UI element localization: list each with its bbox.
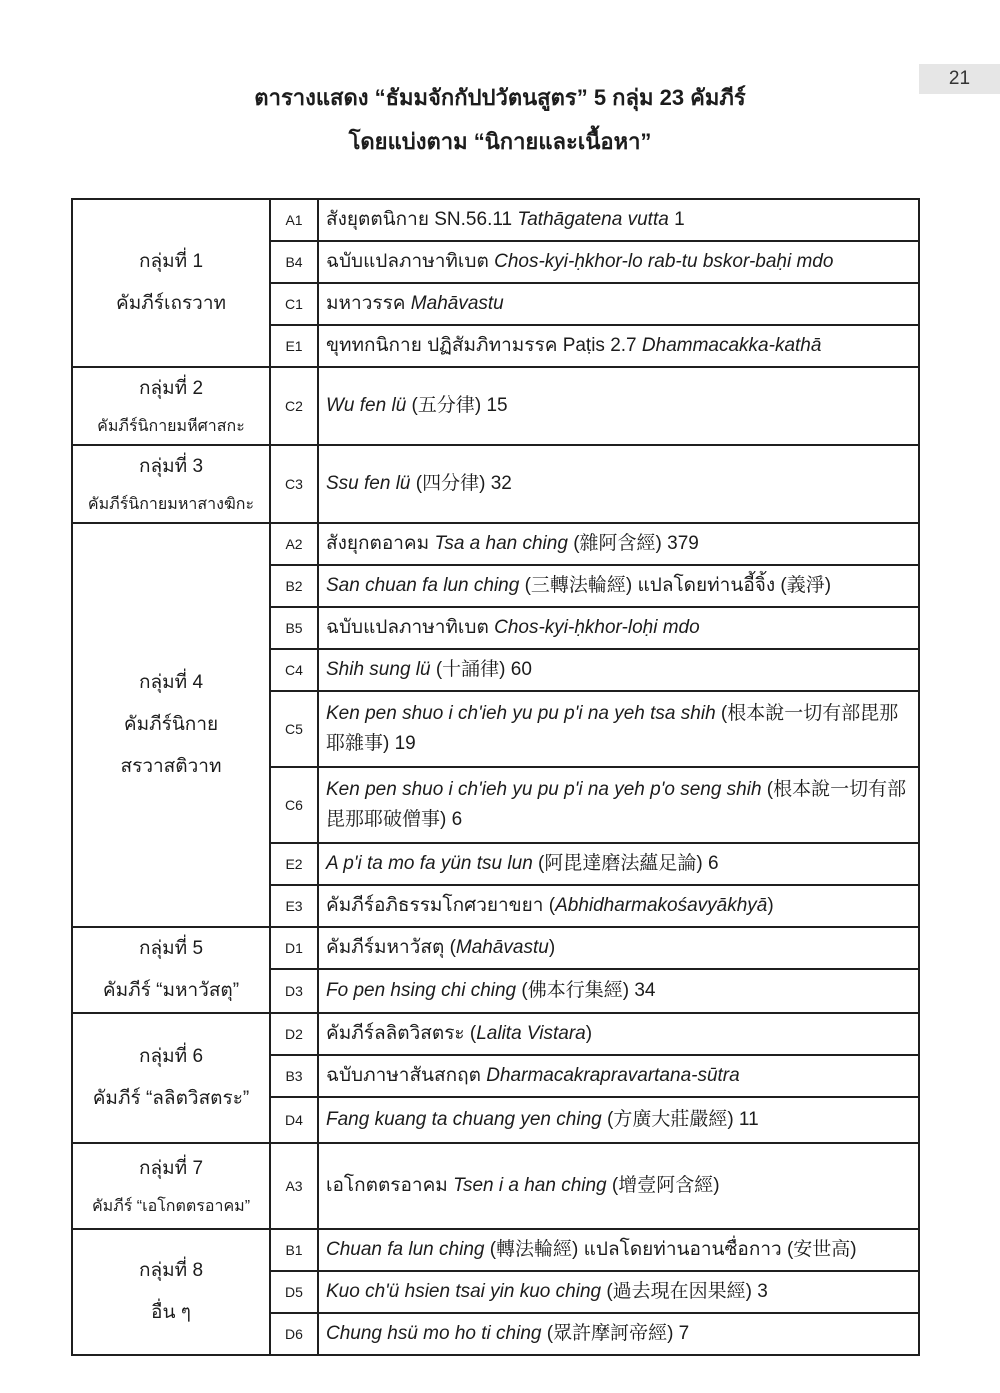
entry-suffix: (根本說一切有部毘那耶雜事) 19 [326, 703, 899, 754]
entry-code: D4 [270, 1097, 318, 1143]
entry-latin-title: Chuan fa lun ching [326, 1239, 485, 1260]
entry-text [318, 1097, 919, 1143]
entry-code: C5 [270, 691, 318, 767]
entry-text [318, 927, 919, 969]
entry-thai-text: ขุททกนิกาย ปฏิสัมภิทามรรค Paṭis 2.7 [326, 335, 642, 356]
entry-latin-title: Tsen i a han ching [453, 1175, 607, 1196]
group-cell [72, 1013, 270, 1143]
entry-code: C6 [270, 767, 318, 843]
entry-code: B2 [270, 565, 318, 607]
entry-thai-text: ฉบับแปลภาษาทิเบต [326, 251, 495, 272]
entry-thai-text: สังยุตตนิกาย SN.56.11 [326, 209, 518, 230]
entry-latin-title: Mahāvastu [410, 293, 504, 314]
entry-suffix: (四分律) 32 [410, 473, 512, 494]
group-cell [72, 445, 270, 523]
entry-text [318, 199, 919, 241]
entry-suffix: (增壹阿含經) [606, 1175, 720, 1196]
scripture-table [71, 198, 920, 1356]
entry-text [318, 565, 919, 607]
entry-code: E1 [270, 325, 318, 367]
entry-latin-title: Lalita Vistara [476, 1023, 586, 1044]
entry-code: D6 [270, 1313, 318, 1355]
entry-thai-text: เอโกตตรอาคม [326, 1175, 454, 1196]
entry-code: E3 [270, 885, 318, 927]
entry-suffix: (根本說一切有部毘那耶破僧事) 6 [326, 779, 907, 830]
entry-latin-title: Ssu fen lü [326, 473, 411, 494]
group-label: กลุ่มที่ 6 [138, 1046, 204, 1067]
page-number: 21 [919, 64, 1000, 94]
group-label: กลุ่มที่ 1 [138, 251, 204, 272]
entry-latin-title: Chung hsü mo ho ti ching [326, 1323, 542, 1344]
entry-latin-title: San chuan fa lun ching [326, 575, 520, 596]
entry-latin-title: Chos-kyi-ḥkhor-loḥi mdo [494, 617, 700, 638]
entry-latin-title: Ken pen shuo i ch'ieh yu pu p'i na yeh tsa shih [326, 703, 716, 724]
entry-suffix: (雜阿含經) 379 [567, 533, 699, 554]
table-row [72, 445, 919, 523]
entry-suffix: 1 [668, 209, 685, 230]
entry-code: A2 [270, 523, 318, 565]
entry-code: B4 [270, 241, 318, 283]
entry-suffix: (轉法輪經) แปลโดยท่านอานซื่อกาว (安世高) [484, 1239, 857, 1260]
entry-latin-title: Dharmacakrapravartana-sūtra [486, 1065, 740, 1086]
entry-thai-text: คัมภีร์ลลิตวิสตระ ( [326, 1023, 477, 1044]
entry-code: C1 [270, 283, 318, 325]
group-cell [72, 523, 270, 927]
entry-suffix: ) [585, 1023, 593, 1044]
table-row [72, 1013, 919, 1055]
entry-thai-text: มหาวรรค [326, 293, 411, 314]
table-row [72, 1143, 919, 1229]
entry-text [318, 885, 919, 927]
table-row [72, 927, 919, 969]
group-label: กลุ่มที่ 4 [138, 672, 204, 693]
entry-text [318, 1313, 919, 1355]
entry-suffix: (方廣大莊嚴經) 11 [601, 1109, 759, 1130]
entry-text [318, 325, 919, 367]
entry-text [318, 843, 919, 885]
table-row [72, 523, 919, 565]
entry-latin-title: Shih sung lü [326, 659, 431, 680]
entry-latin-title: A p'i ta mo fa yün tsu lun [326, 853, 533, 874]
entry-text [318, 523, 919, 565]
group-label: กลุ่มที่ 7 [138, 1158, 204, 1179]
entry-text [318, 649, 919, 691]
table-row [72, 199, 919, 241]
entry-latin-title: Abhidharmakośavyākhyā [555, 895, 768, 916]
entry-suffix: (三轉法輪經) แปลโดยท่านอี้จิ้ง (義淨) [519, 575, 832, 596]
entry-latin-title: Tathāgatena vutta [517, 209, 669, 230]
entry-text [318, 1229, 919, 1271]
entry-text [318, 241, 919, 283]
entry-code: C2 [270, 367, 318, 445]
entry-latin-title: Dhammacakka-kathā [641, 335, 822, 356]
entry-thai-text: ฉบับภาษาสันสกฤต [326, 1065, 487, 1086]
entry-latin-title: Wu fen lü [326, 395, 407, 416]
group-subtitle: คัมภีร์เถรวาท [115, 293, 227, 314]
entry-thai-text: ฉบับแปลภาษาทิเบต [326, 617, 495, 638]
entry-code: A1 [270, 199, 318, 241]
entry-code: B3 [270, 1055, 318, 1097]
entry-latin-title: Ken pen shuo i ch'ieh yu pu p'i na yeh p'o seng shih [326, 779, 762, 800]
entry-suffix: (五分律) 15 [406, 395, 508, 416]
table-row [72, 1229, 919, 1271]
entry-code: C3 [270, 445, 318, 523]
table-row [72, 367, 919, 445]
entry-code: D2 [270, 1013, 318, 1055]
entry-suffix: ) [767, 895, 774, 916]
entry-text [318, 283, 919, 325]
entry-suffix: ) [548, 937, 556, 958]
group-subtitle: คัมภีร์ “ลลิตวิสตระ” [92, 1088, 250, 1109]
group-cell [72, 927, 270, 1013]
group-subtitle: อื่น ๆ [151, 1302, 191, 1323]
entry-text [318, 1143, 919, 1229]
entry-latin-title: Chos-kyi-ḥkhor-lo rab-tu bskor-baḥi mdo [494, 251, 834, 272]
entry-suffix: (過去現在因果經) 3 [601, 1281, 768, 1302]
entry-thai-text: คัมภีร์มหาวัสตุ ( [326, 937, 456, 958]
entry-latin-title: Tsa a han ching [434, 533, 568, 554]
entry-text [318, 367, 919, 445]
group-cell [72, 1229, 270, 1355]
group-subtitle: คัมภีร์ “เอโกตตรอาคม” [91, 1198, 251, 1215]
entry-text [318, 1013, 919, 1055]
group-label: กลุ่มที่ 2 [138, 378, 204, 399]
entry-code: A3 [270, 1143, 318, 1229]
entry-text [318, 1055, 919, 1097]
page-subtitle: โดยแบ่งตาม “นิกายและเนื้อหา” [348, 129, 652, 154]
group-label: กลุ่มที่ 3 [138, 456, 204, 477]
entry-code: C4 [270, 649, 318, 691]
group-label: กลุ่มที่ 5 [138, 938, 204, 959]
group-label: กลุ่มที่ 8 [138, 1260, 204, 1281]
entry-latin-title: Mahāvastu [455, 937, 549, 958]
entry-code: B1 [270, 1229, 318, 1271]
entry-latin-title: Kuo ch'ü hsien tsai yin kuo ching [326, 1281, 602, 1302]
entry-code: B5 [270, 607, 318, 649]
entry-code: E2 [270, 843, 318, 885]
entry-text [318, 969, 919, 1013]
entry-text [318, 607, 919, 649]
entry-suffix: (眾許摩訶帝經) 7 [541, 1323, 690, 1344]
group-subtitle: คัมภีร์นิกายมหีศาสกะ [97, 418, 245, 435]
group-subtitle: สรวาสติวาท [120, 756, 222, 777]
entry-code: D3 [270, 969, 318, 1013]
entry-thai-text: คัมภีร์อภิธรรมโกศวยาขยา ( [326, 895, 556, 916]
group-subtitle: คัมภีร์ “มหาวัสตุ” [102, 980, 240, 1001]
entry-text [318, 691, 919, 767]
group-cell [72, 367, 270, 445]
entry-code: D5 [270, 1271, 318, 1313]
entry-thai-text: สังยุกตอาคม [326, 533, 435, 554]
group-cell [72, 1143, 270, 1229]
entry-suffix: (阿毘達磨法蘊足論) 6 [532, 853, 719, 874]
entry-latin-title: Fang kuang ta chuang yen ching [326, 1109, 602, 1130]
page-title: ตารางแสดง “ธัมมจักกัปปวัตนสูตร” 5 กลุ่ม 23 คัมภีร์ [254, 85, 746, 110]
entry-text [318, 767, 919, 843]
entry-text [318, 1271, 919, 1313]
group-cell [72, 199, 270, 367]
entry-suffix: (佛本行集經) 34 [516, 980, 656, 1001]
entry-suffix: (十誦律) 60 [430, 659, 532, 680]
group-subtitle: คัมภีร์นิกายมหาสางฆิกะ [87, 496, 255, 513]
entry-latin-title: Fo pen hsing chi ching [326, 980, 517, 1001]
entry-code: D1 [270, 927, 318, 969]
entry-text [318, 445, 919, 523]
group-subtitle: คัมภีร์นิกาย [123, 714, 219, 735]
